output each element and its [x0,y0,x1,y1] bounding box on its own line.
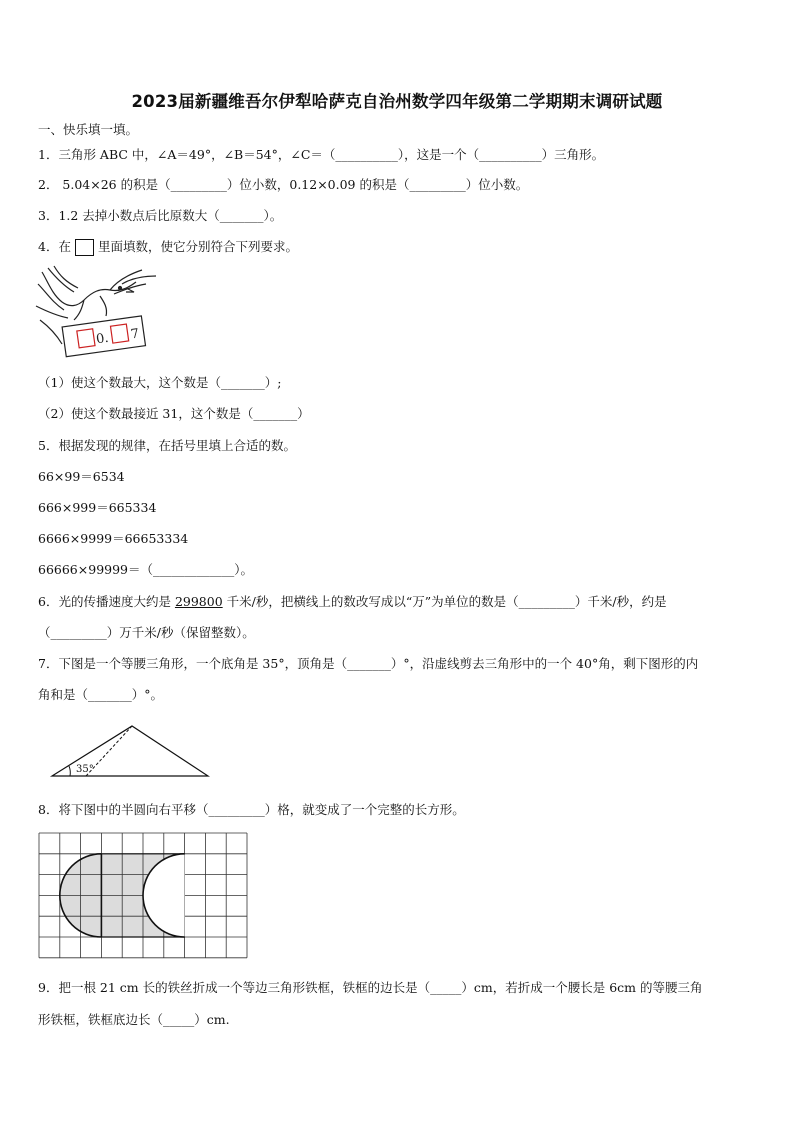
page-title: 2023届新疆维吾尔伊犁哈萨克自治州数学四年级第二学期期末调研试题 [131,92,663,111]
question-7-line2: 角和是（_______）°。 [38,687,164,702]
grid-figure [38,832,252,960]
question-5-eq1: 66×99＝6534 [38,469,125,484]
question-5-eq4: 66666×99999＝（_____________）。 [38,562,254,577]
question-6-line2: （_________）万千米/秒（保留整数）。 [38,625,255,640]
question-6-part-a: 6．光的传播速度大约是 [38,594,175,609]
question-2: 2． 5.04×26 的积是（_________）位小数，0.12×0.09 的积是（_________）位小数。 [38,177,529,192]
question-7-line1: 7．下图是一个等腰三角形，一个底角是 35°，顶角是（_______）°，沿虚线剪去三角形中的一个 40°角，剩下图形的内 [38,656,699,671]
angle-label: 35° [76,764,94,775]
question-3: 3．1.2 去掉小数点后比原数大（_______）。 [38,208,283,223]
isosceles-triangle-figure [48,722,213,782]
question-5-eq2: 666×999＝665334 [38,500,157,515]
section-heading: 一、快乐填一填。 [38,122,139,137]
question-9-line2: 形铁框，铁框底边长（_____）cm. [38,1012,230,1027]
dove-illustration [34,262,164,362]
question-4-sub1: （1）使这个数最大，这个数是（_______）; [38,375,282,390]
number-card [62,316,145,357]
question-9-line1: 9．把一根 21 cm 长的铁丝折成一个等边三角形铁框，铁框的边长是（_____）cm，若折成一个腰长是 6cm 的等腰三角 [38,980,703,995]
question-5-intro: 5．根据发现的规律，在括号里填上合适的数。 [38,438,296,453]
card-digit-last: 7 [129,326,141,343]
question-6-line1 [38,594,667,610]
question-5-eq3: 6666×9999＝66653334 [38,531,189,546]
question-1: 1．三角形 ABC 中，∠A＝49°，∠B＝54°，∠C＝（__________），这是一个（__________）三角形。 [38,147,605,162]
question-4-sub2: （2）使这个数最接近 31，这个数是（_______） [38,406,310,421]
card-digit-dot: 0. [95,330,110,348]
question-4-before: 4．在 [38,239,71,254]
question-6-part-b: 千米/秒，把横线上的数改写成以“万”为单位的数是（_________）千米/秒，约是 [222,594,667,609]
angle-arc [69,766,70,776]
question-6-underlined-number: 299800 [174,594,223,609]
question-8: 8．将下图中的半圆向右平移（_________）格，就变成了一个完整的长方形。 [38,802,465,817]
question-4-after: 里面填数，使它分别符合下列要求。 [97,239,298,254]
question-4 [38,239,298,256]
blank-box-icon [75,239,94,256]
